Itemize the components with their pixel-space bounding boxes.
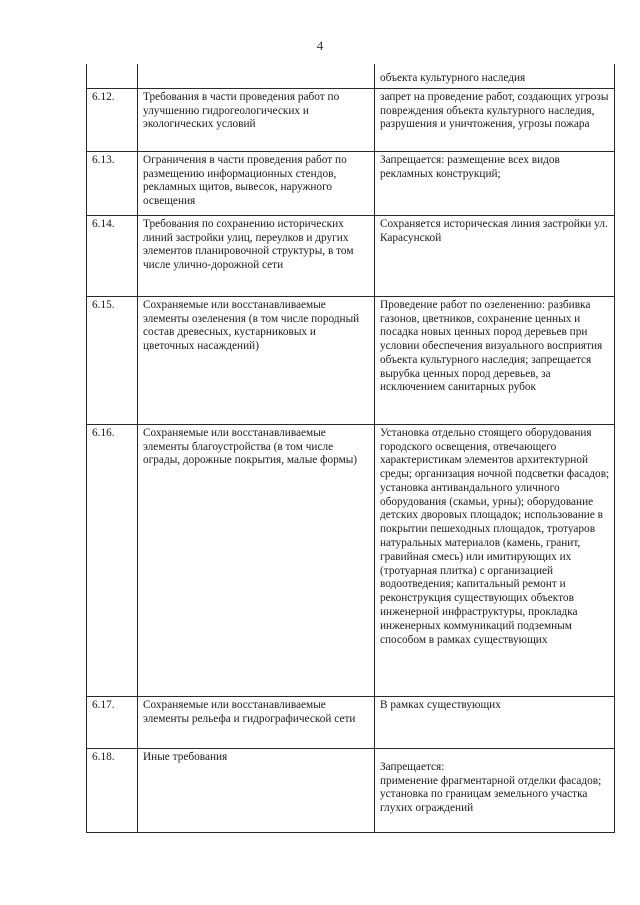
requirement-text: Сохраняемые или восстанавливаемые элементы рельефа и гидрографической сети — [138, 696, 375, 748]
requirements-table — [86, 64, 615, 833]
row-number: 6.13. — [87, 151, 138, 215]
row-number: 6.17. — [87, 696, 138, 748]
table-row — [87, 748, 615, 832]
row-number: 6.12. — [87, 88, 138, 151]
table-row — [87, 296, 615, 424]
cell-requirement — [138, 64, 375, 88]
requirement-text: Требования по сохранению исторических линий застройки улиц, переулков и других элементов планировочной структуры, в том числе улично-дорожной сети — [138, 215, 375, 296]
page-number: 4 — [316, 38, 324, 53]
table-row-continuation — [87, 64, 615, 88]
table-row — [87, 88, 615, 151]
table-row — [87, 424, 615, 696]
requirement-text: Сохраняемые или восстанавливаемые элементы благоустройства (в том числе ограды, дорожные покрытия, малые формы) — [138, 424, 375, 696]
value-line: Запрещается: — [380, 760, 445, 773]
requirement-text: Требования в части проведения работ по улучшению гидрогеологических и экологических условий — [138, 88, 375, 151]
row-number: 6.18. — [87, 748, 138, 832]
row-number: 6.15. — [87, 296, 138, 424]
requirement-text: Ограничения в части проведения работ по размещению информационных стендов, рекламных щитов, вывесок, наружного освещения — [138, 151, 375, 215]
table-row — [87, 151, 615, 215]
value-text: Запрещается: размещение всех видов рекламных конструкций; — [375, 151, 615, 215]
value-text: Установка отдельно стоящего оборудования городского освещения, отвечающего характеристикам элементов архитектурной среды; организация ночной подсветки фасадов; установка антивандального уличного оборудования (скамьи, урны); оборудование детских дворовых площадок; использование в покрытии пешеходных площадок, тротуаров натуральных материалов (камень, гранит, гравийная смесь) или имитирующих их (тротуарная плитка) с организацией водоотведения; капитальный ремонт и реконструкция существующих объектов инженерной инфраструктуры, прокладка инженерных коммуникаций подземным способом в рамках существующих — [375, 424, 615, 696]
value-text: Проведение работ по озеленению: разбивка газонов, цветников, сохранение ценных и посадка новых ценных пород деревьев при условии обеспечения визуального восприятия объекта культурного наследия; запрещается вырубка ценных пород деревьев, за исключением санитарных рубок — [375, 296, 615, 424]
cell-value: объекта культурного наследия — [375, 64, 615, 88]
value-text: Сохраняется историческая линия застройки ул. Карасунской — [375, 215, 615, 296]
table-row — [87, 215, 615, 296]
value-line: установка по границам земельного участка глухих ограждений — [380, 788, 588, 815]
value-line: применение фрагментарной отделки фасадов; — [380, 774, 602, 787]
cell-num — [87, 64, 138, 88]
table-row — [87, 696, 615, 748]
value-text: В рамках существующих — [375, 696, 615, 748]
value-text — [375, 748, 615, 832]
row-number: 6.14. — [87, 215, 138, 296]
row-number: 6.16. — [87, 424, 138, 696]
requirement-text: Иные требования — [138, 748, 375, 832]
requirement-text: Сохраняемые или восстанавливаемые элементы озеленения (в том числе породный состав древесных, кустарниковых и цветочных насаждений) — [138, 296, 375, 424]
value-text: запрет на проведение работ, создающих угрозы повреждения объекта культурного наследия, разрушения и уничтожения, угрозы пожара — [375, 88, 615, 151]
